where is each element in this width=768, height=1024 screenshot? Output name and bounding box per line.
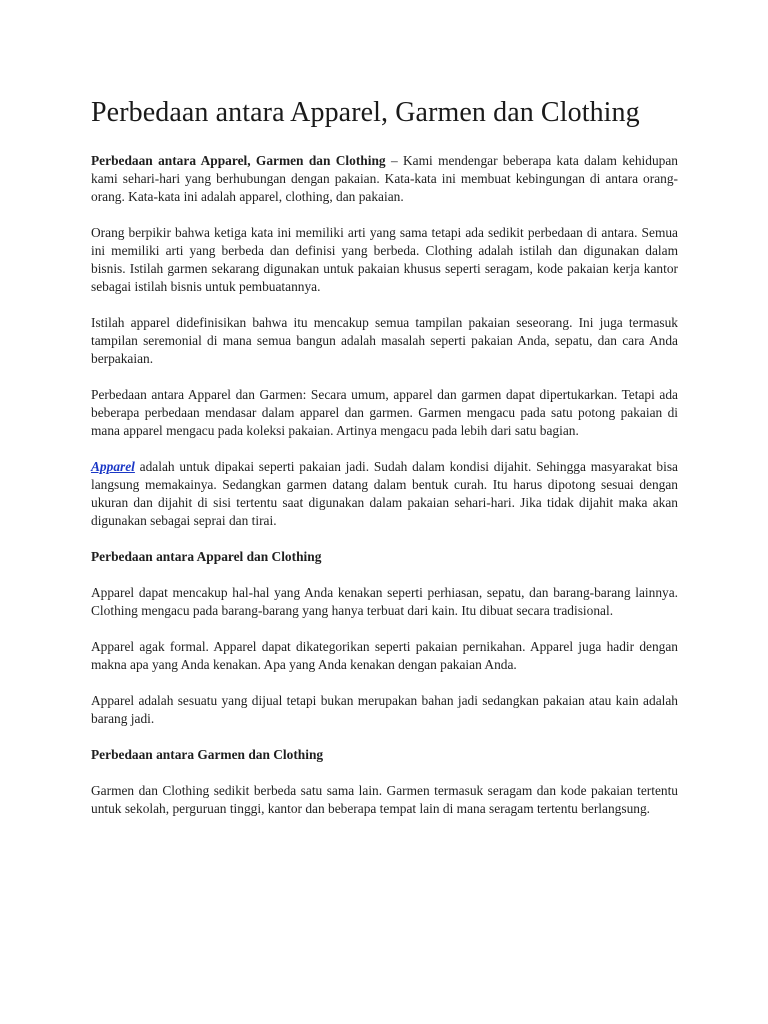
paragraph-5: [91, 458, 678, 530]
paragraph-7: Apparel agak formal. Apparel dapat dikategorikan seperti pakaian pernikahan. Apparel juga hadir dengan makna apa yang Anda kenakan. Apa yang Anda kenakan dengan pakaian Anda.: [91, 639, 678, 672]
paragraph-4: Perbedaan antara Apparel dan Garmen: Secara umum, apparel dan garmen dapat dipertukarkan. Tetapi ada beberapa perbedaan mendasar dalam apparel dan garmen. Garmen mengacu pada satu potong pakaian di mana apparel mengacu pada koleksi pakaian. Artinya mengacu pada lebih dari satu bagian.: [91, 387, 678, 438]
document-page: [91, 95, 678, 818]
section-heading-apparel-clothing: Perbedaan antara Apparel dan Clothing: [91, 549, 322, 564]
paragraph-2: Orang berpikir bahwa ketiga kata ini memiliki arti yang sama tetapi ada sedikit perbedaan di antara. Semua ini memiliki arti yang berbeda dan definisi yang berbeda. Clothing adalah istilah dan digunakan dalam bisnis. Istilah garmen sekarang digunakan untuk pakaian khusus seperti seragam, kode pakaian kerja kantor sebagai istilah bisnis untuk pembuatannya.: [91, 225, 678, 294]
intro-separator: –: [385, 153, 403, 168]
intro-text: Kami mendengar beberapa kata dalam kehidupan kami sehari-hari yang berhubungan dengan pakaian. Kata-kata ini membuat kebingungan di antara orang-orang. Kata-kata ini adalah apparel, clothing, dan pakaian.: [91, 153, 678, 204]
paragraph-6: Apparel dapat mencakup hal-hal yang Anda kenakan seperti perhiasan, sepatu, dan barang-barang lainnya. Clothing mengacu pada barang-barang yang hanya terbuat dari kain. Itu dibuat secara tradisional.: [91, 585, 678, 618]
intro-lead-bold: Perbedaan antara Apparel, Garmen dan Clothing: [91, 153, 386, 168]
page-title: Perbedaan antara Apparel, Garmen dan Clothing: [91, 97, 640, 128]
apparel-link[interactable]: Apparel: [91, 459, 135, 474]
paragraph-8: Apparel adalah sesuatu yang dijual tetapi bukan merupakan bahan jadi sedangkan pakaian atau kain adalah barang jadi.: [91, 693, 678, 726]
intro-paragraph: [91, 152, 678, 206]
paragraph-9: Garmen dan Clothing sedikit berbeda satu sama lain. Garmen termasuk seragam dan kode pakaian tertentu untuk sekolah, perguruan tinggi, kantor dan beberapa tempat lain di mana seragam tertentu berlangsung.: [91, 783, 678, 816]
section-heading-garmen-clothing: Perbedaan antara Garmen dan Clothing: [91, 747, 324, 762]
paragraph-3: Istilah apparel didefinisikan bahwa itu mencakup semua tampilan pakaian seseorang. Ini juga termasuk tampilan seremonial di mana semua bangun adalah masalah seperti pakaian Anda, sepatu, dan cara Anda berpakaian.: [91, 315, 678, 366]
paragraph-5-text: adalah untuk dipakai seperti pakaian jadi. Sudah dalam kondisi dijahit. Sehingga masyarakat bisa langsung memakainya. Sedangkan garmen datang dalam bentuk curah. Itu harus dipotong sesuai dengan ukuran dan dijahit di sisi tertentu saat digunakan dalam pakaian sehari-hari. Jika tidak dijahit maka akan digunakan sebagai seprai dan tirai.: [91, 459, 678, 528]
